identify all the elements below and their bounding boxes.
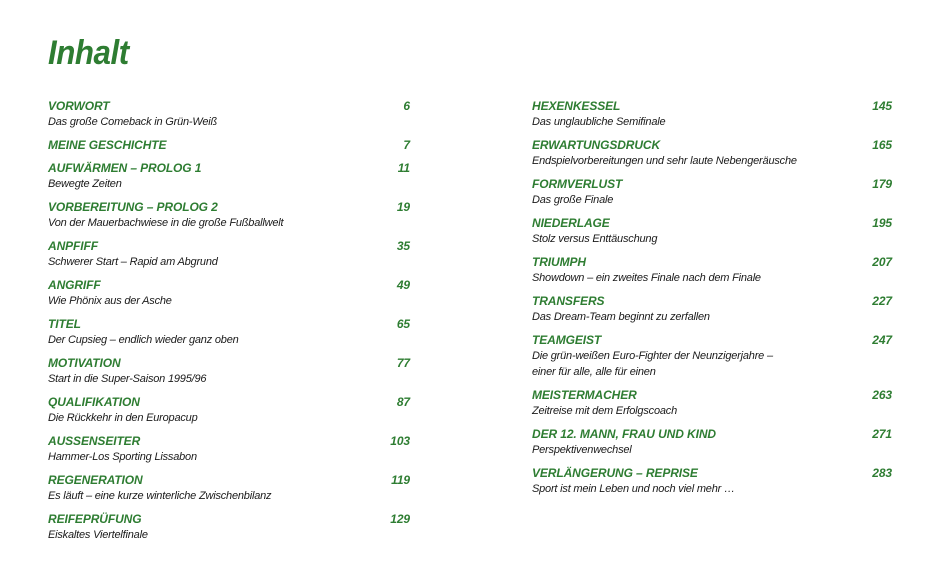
toc-entry-header (48, 98, 410, 114)
toc-entry-header (48, 511, 410, 527)
chapter-title: HEXENKESSEL (532, 99, 621, 113)
toc-entry (48, 394, 410, 426)
page-number: 35 (396, 239, 410, 253)
page-number: 119 (391, 473, 410, 487)
page-number: 129 (390, 512, 410, 526)
toc-entry (48, 137, 410, 153)
toc-entry-header (532, 465, 892, 481)
toc-entry (532, 387, 892, 419)
chapter-subtitle: Das Dream-Team beginnt zu zerfallen (532, 311, 710, 323)
chapter-title: TRIUMPH (532, 255, 586, 269)
toc-entry (532, 176, 892, 208)
toc-entry-header (532, 426, 892, 442)
chapter-subtitle: Das unglaubliche Semifinale (532, 116, 666, 128)
toc-entry-header (532, 254, 892, 270)
toc-entry (48, 160, 410, 192)
toc-entry-header (48, 316, 410, 332)
toc-entry-header (48, 394, 410, 410)
toc-entry (48, 277, 410, 309)
toc-entry (532, 98, 892, 130)
chapter-title: FORMVERLUST (532, 177, 623, 191)
chapter-title: MEISTERMACHER (532, 388, 637, 402)
toc-entry-header (48, 433, 410, 449)
chapter-subtitle: Das große Finale (532, 194, 614, 206)
page-number: 19 (396, 200, 410, 214)
chapter-subtitle: Das große Comeback in Grün-Weiß (48, 116, 218, 128)
chapter-subtitle: Showdown – ein zweites Finale nach dem Finale (532, 272, 761, 284)
toc-entry (48, 472, 410, 504)
page-number: 6 (403, 99, 410, 113)
chapter-title: VORBEREITUNG – PROLOG 2 (48, 200, 218, 214)
page-number: 87 (396, 395, 410, 409)
toc-entry-header (532, 332, 892, 348)
toc-entry-header (48, 277, 410, 293)
chapter-title: AUSSENSEITER (48, 434, 141, 448)
chapter-subtitle: Stolz versus Enttäuschung (532, 233, 658, 245)
toc-entry (532, 215, 892, 247)
toc-entry (48, 316, 410, 348)
toc-entry-header (532, 176, 892, 192)
page-number: 227 (872, 294, 892, 308)
toc-entry (532, 293, 892, 325)
chapter-title: DER 12. MANN, FRAU UND KIND (532, 427, 716, 441)
chapter-title: AUFWÄRMEN – PROLOG 1 (48, 161, 202, 175)
page-number: 263 (872, 388, 892, 402)
toc-entry (48, 511, 410, 543)
page-number: 271 (872, 427, 892, 441)
toc-entry-header (48, 238, 410, 254)
toc-entry (532, 465, 892, 497)
page-number: 179 (872, 177, 892, 191)
page-number: 7 (403, 138, 410, 152)
page-number: 65 (396, 317, 410, 331)
page-number: 283 (872, 466, 892, 480)
page-number: 247 (872, 333, 892, 347)
toc-entry-header (48, 137, 410, 153)
chapter-subtitle: Es läuft – eine kurze winterliche Zwischenbilanz (48, 490, 272, 502)
chapter-subtitle: Der Cupsieg – endlich wieder ganz oben (48, 334, 239, 346)
chapter-title: ANGRIFF (48, 278, 101, 292)
chapter-title: QUALIFIKATION (48, 395, 140, 409)
toc-entry-header (48, 472, 410, 488)
page-number: 49 (396, 278, 410, 292)
chapter-title: VORWORT (48, 99, 110, 113)
chapter-subtitle: Start in die Super-Saison 1995/96 (48, 373, 207, 385)
page-number: 195 (872, 216, 892, 230)
toc-entry (532, 426, 892, 458)
chapter-title: REGENERATION (48, 473, 143, 487)
toc-column-left (48, 98, 410, 550)
chapter-title: ANPFIFF (48, 239, 98, 253)
page-number: 11 (397, 161, 410, 175)
toc-entry (48, 355, 410, 387)
page-number: 103 (390, 434, 410, 448)
toc-entry-header (532, 387, 892, 403)
chapter-subtitle: Perspektivenwechsel (532, 444, 632, 456)
chapter-title: NIEDERLAGE (532, 216, 610, 230)
chapter-subtitle: Wie Phönix aus der Asche (48, 295, 172, 307)
chapter-subtitle: Eiskaltes Viertelfinale (48, 529, 148, 541)
toc-entry-header (532, 293, 892, 309)
toc-entry-header (532, 215, 892, 231)
chapter-title: MOTIVATION (48, 356, 121, 370)
chapter-title: TITEL (48, 317, 81, 331)
toc-entry (532, 254, 892, 286)
toc-entry-header (532, 137, 892, 153)
chapter-title: MEINE GESCHICHTE (48, 138, 167, 152)
toc-entry (48, 238, 410, 270)
chapter-subtitle: Sport ist mein Leben und noch viel mehr … (532, 483, 735, 495)
chapter-title: REIFEPRÜFUNG (48, 512, 142, 526)
page-number: 77 (396, 356, 410, 370)
page-number: 165 (872, 138, 892, 152)
page-number: 207 (872, 255, 892, 269)
toc-entry-header (532, 98, 892, 114)
chapter-subtitle: Bewegte Zeiten (48, 178, 122, 190)
toc-entry-header (48, 355, 410, 371)
chapter-subtitle: einer für alle, alle für einen (532, 366, 656, 378)
toc-entry (48, 199, 410, 231)
chapter-title: TEAMGEIST (532, 333, 602, 347)
chapter-subtitle: Endspielvorbereitungen und sehr laute Nebengeräusche (532, 155, 797, 167)
chapter-subtitle: Die grün-weißen Euro-Fighter der Neunzigerjahre – (532, 350, 773, 362)
toc-column-right (532, 98, 892, 504)
page-number: 145 (872, 99, 892, 113)
chapter-subtitle: Die Rückkehr in den Europacup (48, 412, 198, 424)
chapter-title: ERWARTUNGSDRUCK (532, 138, 661, 152)
toc-entry-header (48, 160, 410, 176)
chapter-subtitle: Von der Mauerbachwiese in die große Fußballwelt (48, 217, 284, 229)
toc-entry (532, 137, 892, 169)
chapter-title: TRANSFERS (532, 294, 605, 308)
chapter-subtitle: Schwerer Start – Rapid am Abgrund (48, 256, 218, 268)
chapter-subtitle: Zeitreise mit dem Erfolgscoach (532, 405, 677, 417)
toc-entry (48, 433, 410, 465)
toc-entry-header (48, 199, 410, 215)
toc-entry (48, 98, 410, 130)
page-title: Inhalt (48, 34, 129, 72)
toc-entry (532, 332, 892, 380)
chapter-subtitle: Hammer-Los Sporting Lissabon (48, 451, 197, 463)
chapter-title: VERLÄNGERUNG – REPRISE (532, 466, 698, 480)
